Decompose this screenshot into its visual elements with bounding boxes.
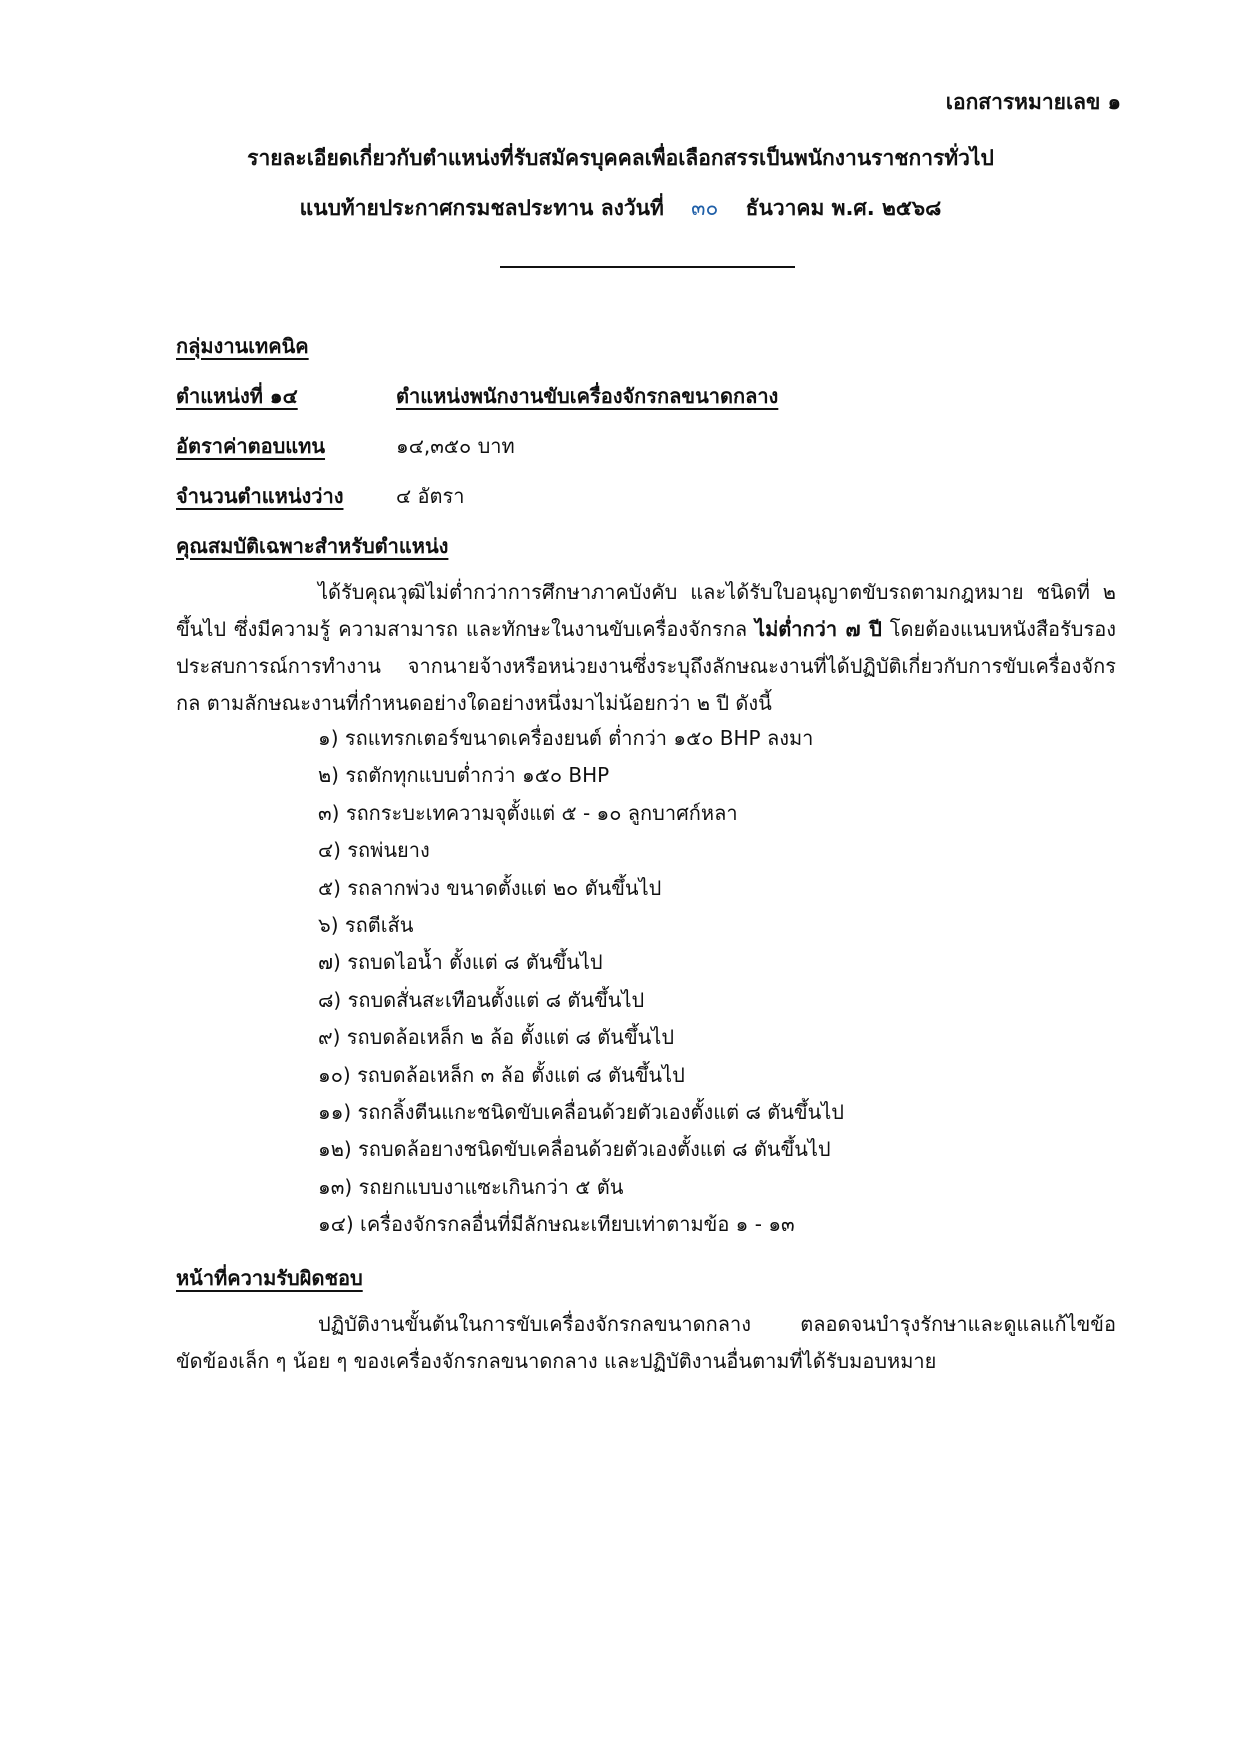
position-label: ตำแหน่งที่ ๑๔: [176, 384, 298, 408]
vacancy-value: ๔ อัตรา: [396, 484, 465, 508]
list-item: ๕) รถลากพ่วง ขนาดตั้งแต่ ๒๐ ตันขึ้นไป: [318, 875, 662, 900]
qualifications-text: [176, 574, 1116, 722]
salary-value: ๑๔,๓๕๐ บาท: [396, 434, 515, 458]
vacancy-label: จำนวนตำแหน่งว่าง: [176, 484, 344, 508]
list-item: ๖) รถตีเส้น: [318, 912, 414, 937]
list-item: ๒) รถตักทุกแบบต่ำกว่า ๑๕๐ BHP: [318, 763, 610, 788]
qualifications-min-years: ไม่ต่ำกว่า ๗ ปี: [755, 617, 882, 641]
title-line-2-prefix: แนบท้ายประกาศกรมชลประทาน ลงวันที่: [299, 196, 664, 220]
header-divider: [500, 266, 795, 268]
position-value: ตำแหน่งพนักงานขับเครื่องจักรกลขนาดกลาง: [396, 384, 779, 408]
list-item: ๘) รถบดสั่นสะเทือนตั้งแต่ ๘ ตันขึ้นไป: [318, 987, 645, 1012]
qualifications-heading: คุณสมบัติเฉพาะสำหรับตำแหน่ง: [176, 534, 449, 558]
qualifications-text-part1: ได้รับคุณวุฒิไม่ต่ำกว่าการศึกษาภาคบังคับ และได้รับใบอนุญาตขับรถตามกฎหมาย ชนิดที่ ๒ ขึ้นไป ซึ่งมีความรู้ ความสามารถ และทักษะในงานขับเครื่องจักรกล: [176, 580, 1116, 641]
list-item: ๙) รถบดล้อเหล็ก ๒ ล้อ ตั้งแต่ ๘ ตันขึ้นไป: [318, 1025, 675, 1050]
list-item: ๔) รถพ่นยาง: [318, 838, 430, 863]
list-item: ๗) รถบดไอน้ำ ตั้งแต่ ๘ ตันขึ้นไป: [318, 950, 603, 975]
job-group: กลุ่มงานเทคนิค: [176, 334, 309, 358]
list-item: ๑๓) รถยกแบบงาแซะเกินกว่า ๕ ตัน: [318, 1174, 624, 1199]
list-item: ๑) รถแทรกเตอร์ขนาดเครื่องยนต์ ต่ำกว่า ๑๕๐ BHP ลงมา: [318, 726, 814, 750]
document-number: เอกสารหมายเลข ๑: [945, 90, 1121, 114]
list-item: ๑๒) รถบดล้อยางชนิดขับเคลื่อนด้วยตัวเองตั้งแต่ ๘ ตันขึ้นไป: [318, 1137, 831, 1162]
list-item: ๓) รถกระบะเทความจุตั้งแต่ ๕ - ๑๐ ลูกบาศก์หลา: [318, 800, 738, 825]
qualifications-text-part2: โดยต้องแนบหนังสือรับรองประสบการณ์การทำงาน จากนายจ้างหรือหน่วยงานซึ่งระบุถึงลักษณะงานที่ได้ปฏิบัติเกี่ยวกับการขับเครื่องจักรกล ตามลักษณะงานที่กำหนดอย่างใดอย่างหนึ่งมาไม่น้อยกว่า ๒ ปี ดังนี้: [176, 617, 1117, 715]
duties-text: ปฏิบัติงานขั้นต้นในการขับเครื่องจักรกลขนาดกลาง ตลอดจนบำรุงรักษาและดูแลแก้ไขข้อขัดข้องเล็ก ๆ น้อย ๆ ของเครื่องจักรกลขนาดกลาง และปฏิบัติงานอื่นตามที่ได้รับมอบหมาย: [176, 1312, 1116, 1373]
title-line-2: [0, 192, 1241, 225]
announcement-day: ๓๐: [691, 196, 719, 220]
salary-label: อัตราค่าตอบแทน: [176, 434, 326, 458]
list-item: ๑๐) รถบดล้อเหล็ก ๓ ล้อ ตั้งแต่ ๘ ตันขึ้นไป: [318, 1062, 685, 1087]
title-line-2-suffix: ธันวาคม พ.ศ. ๒๕๖๘: [745, 196, 942, 220]
machine-list: [318, 720, 844, 1243]
title-line-1: รายละเอียดเกี่ยวกับตำแหน่งที่รับสมัครบุคคลเพื่อเลือกสรรเป็นพนักงานราชการทั่วไป: [247, 146, 994, 170]
list-item: ๑๑) รถกลิ้งตีนแกะชนิดขับเคลื่อนด้วยตัวเองตั้งแต่ ๘ ตันขึ้นไป: [318, 1099, 844, 1124]
duties-heading: หน้าที่ความรับผิดชอบ: [176, 1266, 363, 1290]
list-item: ๑๔) เครื่องจักรกลอื่นที่มีลักษณะเทียบเท่าตามข้อ ๑ - ๑๓: [318, 1212, 795, 1237]
